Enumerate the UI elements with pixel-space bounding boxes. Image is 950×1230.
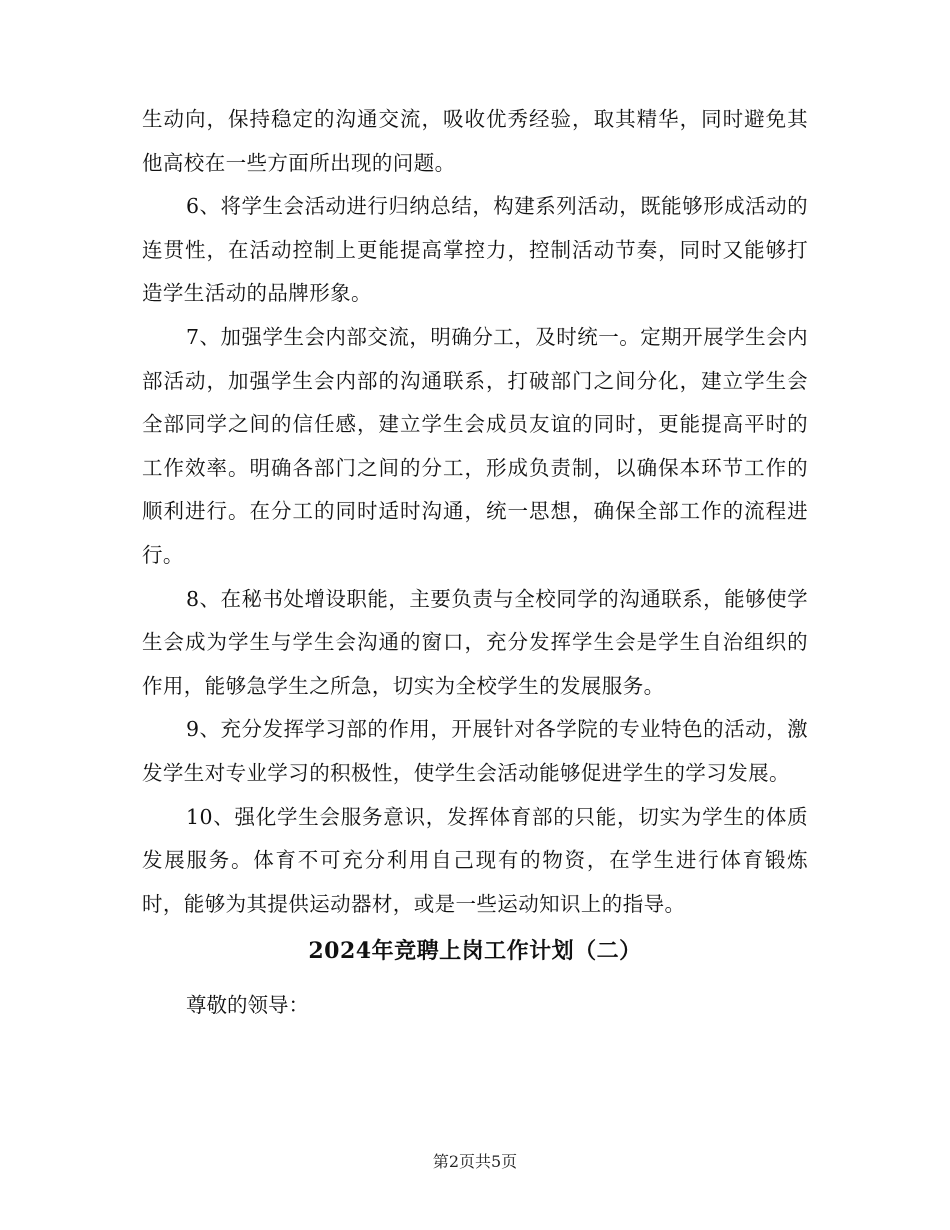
paragraph-4: 8、在秘书处增设职能，主要负责与全校同学的沟通联系，能够使学生会成为学生与学生会沟通的窗口，充分发挥学生会是学生自治组织的作用，能够急学生之所急，切实为全校学生的发展服务。 [142, 586, 808, 698]
paragraph-1: 生动向，保持稳定的沟通交流，吸收优秀经验，取其精华，同时避免其他高校在一些方面所出现的问题。 [142, 107, 808, 175]
paragraph-5: 9、充分发挥学习部的作用，开展针对各学院的专业特色的活动，激发学生对专业学习的积极性，使学生会活动能够促进学生的学习发展。 [142, 717, 808, 785]
paragraph-6: 10、强化学生会服务意识，发挥体育部的只能，切实为学生的体质发展服务。体育不可充分利用自己现有的物资，在学生进行体育锻炼时，能够为其提供运动器材，或是一些运动知识上的指导。 [142, 804, 808, 916]
section-heading: 2024年竞聘上岗工作计划（二） [308, 938, 642, 965]
page-number-footer: 第2页共5页 [432, 1152, 518, 1171]
salutation: 尊敬的领导： [186, 993, 309, 1018]
paragraph-3: 7、加强学生会内部交流，明确分工，及时统一。定期开展学生会内部活动，加强学生会内部的沟通联系，打破部门之间分化，建立学生会全部同学之间的信任感，建立学生会成员友谊的同时，更能提高平时的工作效率。明确各部门之间的分工，形成负责制，以确保本环节工作的顺利进行。在分工的同时适时沟通，统一思想，确保全部工作的流程进行。 [142, 324, 808, 567]
paragraph-2: 6、将学生会活动进行归纳总结，构建系列活动，既能够形成活动的连贯性，在活动控制上更能提高掌控力，控制活动节奏，同时又能够打造学生活动的品牌形象。 [142, 194, 808, 306]
document-body [142, 98, 808, 1028]
